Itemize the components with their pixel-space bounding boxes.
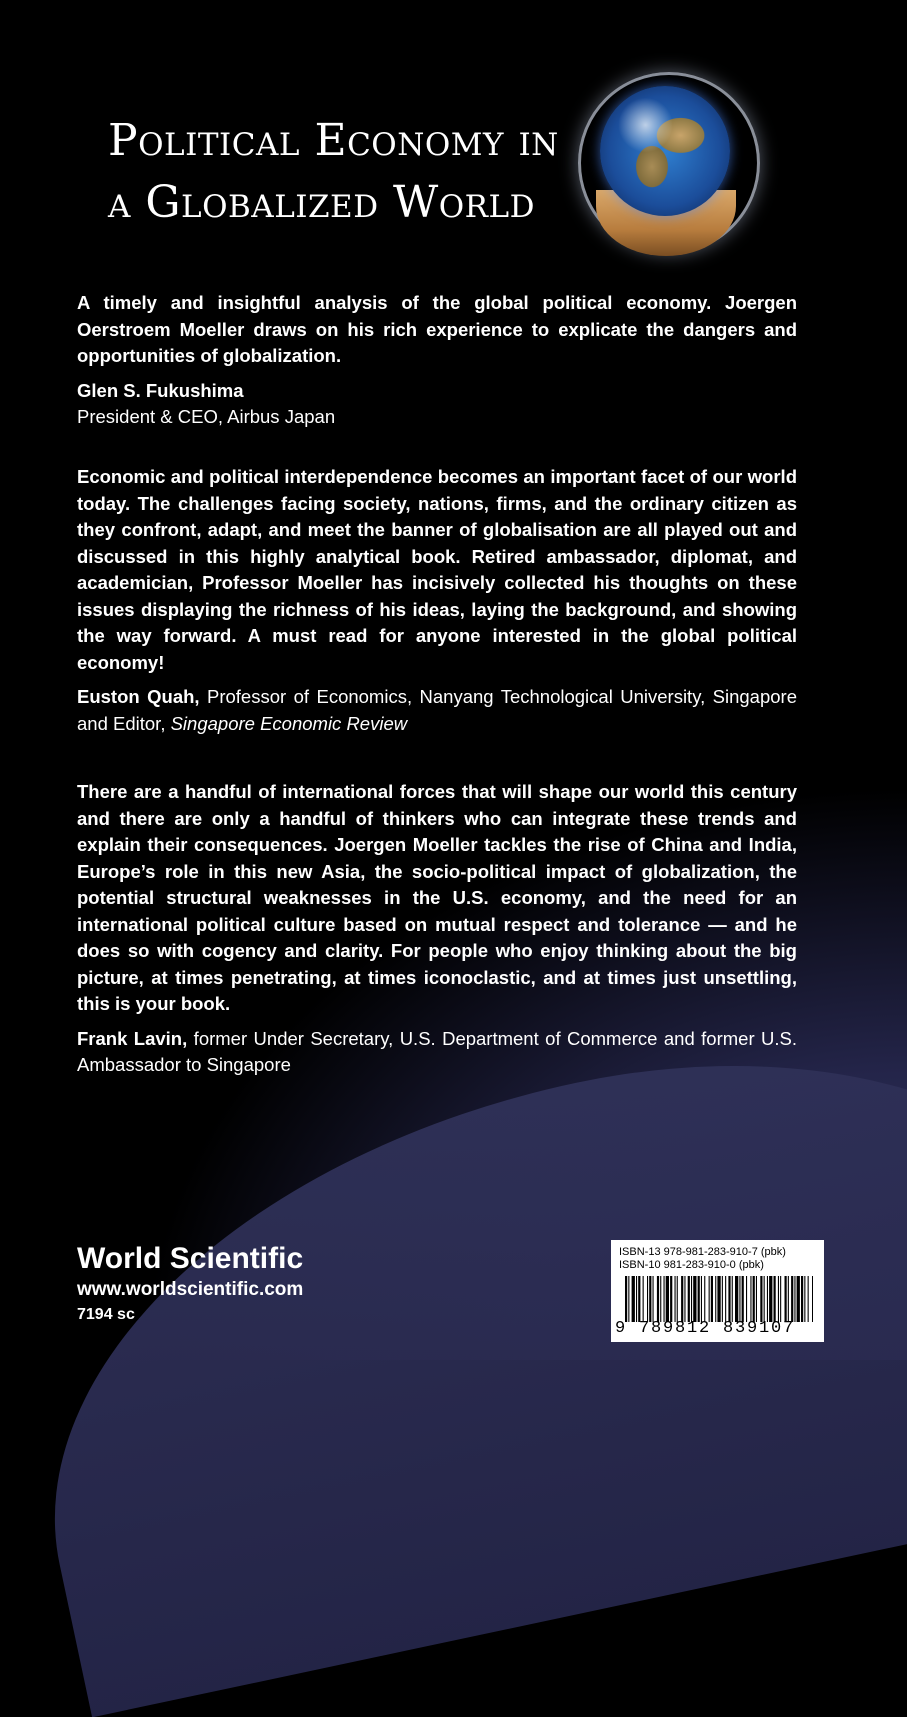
title-line-1: Political Economy in — [108, 115, 559, 166]
blurb-author: Euston Quah, — [77, 686, 200, 707]
blurb-quote: A timely and insightful analysis of the global political economy. Joergen Oerstroem Moeller draws on his rich experience to explicate the dangers and opportunities of globalization. — [77, 292, 797, 366]
catalog-code: 7194 sc — [77, 1306, 135, 1323]
publisher-name: World Scientific — [77, 1242, 304, 1275]
blurb-author: Frank Lavin, — [77, 1027, 188, 1049]
blurb-1 — [77, 290, 797, 431]
blurb-quote: There are a handful of international forces that will shape our world this century and there are only a handful of thinkers who can integrate these trends and explain their consequences. Joergen Moeller tackles the rise of China and India, Europe’s role in this new Asia, the socio-political impact of globalization, the potential structural weaknesses in the U.S. economy, and the need for an international political culture based on mutual respect and tolerance — and he does so with cogency and clarity. For people who enjoy thinking about the big picture, at times penetrating, at times iconoclastic, and at times just unsettling, this is your book. — [77, 781, 797, 1014]
blurb-journal: Singapore Economic Review — [170, 712, 408, 734]
blurb-attribution — [77, 1026, 797, 1079]
globe-in-hands-image — [578, 72, 758, 262]
barcode-icon — [625, 1276, 813, 1322]
blurb-author-role: Professor of Economics, Nanyang Technological University, Singapore and Editor, — [77, 686, 797, 734]
isbn-10: ISBN-10 981-283-910-0 (pbk) — [619, 1259, 764, 1271]
blurb-author: Glen S. Fukushima — [77, 379, 244, 401]
blurb-3 — [77, 779, 797, 1079]
isbn-13: ISBN-13 978-981-283-910-7 (pbk) — [619, 1246, 786, 1258]
blurb-attribution — [77, 378, 797, 431]
book-title — [108, 110, 559, 234]
blurb-2 — [77, 464, 797, 737]
title-line-2: a Globalized World — [108, 177, 535, 228]
blurb-quote: Economic and political interdependence becomes an important facet of our world today. The challenges facing society, nations, firms, and the ordinary citizen as they confront, adapt, and meet the banner of globalisation are all played out and discussed in this highly analytical book. Retired ambassador, diplomat, and academician, Professor Moeller has incisively collected his thoughts on these issues displaying the richness of his ideas, laying the background, and showing the way forward. A must read for anyone interested in the global political economy! — [77, 466, 797, 673]
isbn-barcode-box — [611, 1240, 824, 1342]
blurb-author-role: former Under Secretary, U.S. Department of Commerce and former U.S. Ambassador to Singapore — [77, 1027, 797, 1075]
globe-icon — [600, 86, 730, 216]
publisher-url: www.worldscientific.com — [77, 1279, 304, 1300]
blurb-author-role: President & CEO, Airbus Japan — [77, 406, 336, 427]
blurb-attribution — [77, 684, 797, 737]
publisher-block — [77, 1241, 303, 1327]
barcode-digits: 9 789812 839107 — [615, 1319, 796, 1338]
